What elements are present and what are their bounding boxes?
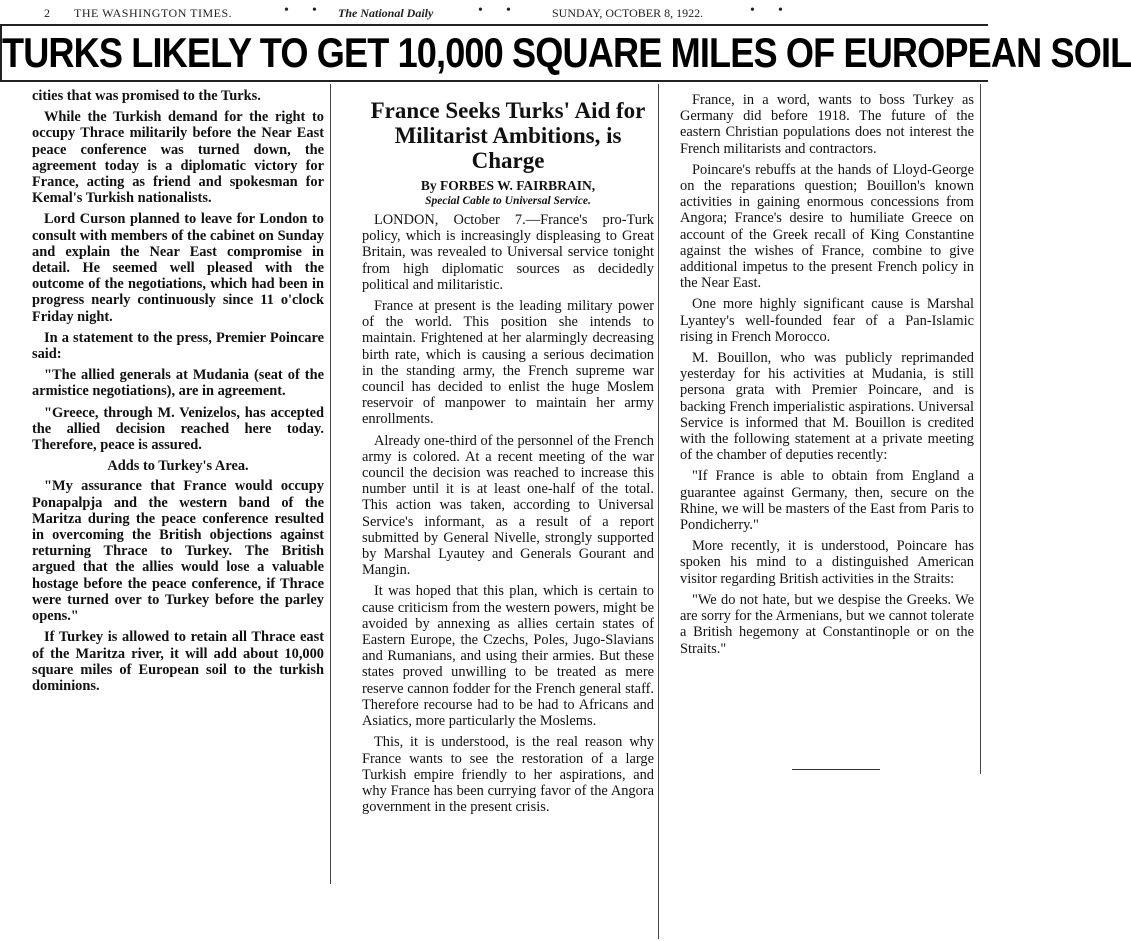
- article-paragraph: In a statement to the press, Premier Poincare said:: [32, 329, 324, 363]
- article-paragraph: This, it is understood, is the real reason why France wants to see the restoration of a large Turkish empire friendly to her aspirations, and why France has been currying favor of the Angora government in the present crisis.: [362, 734, 654, 816]
- column-divider: [658, 84, 659, 939]
- page-number: 2: [44, 6, 50, 20]
- article-paragraph: France, in a word, wants to boss Turkey as Germany did before 1918. The future of the eastern Christian populations does not interest the French militarists and contractors.: [680, 92, 974, 157]
- issue-date: SUNDAY, OCTOBER 8, 1922.: [552, 6, 704, 20]
- article-paragraph: "If France is able to obtain from England a guarantee against Germany, then, secure on the Rhine, we will be masters of the East from Paris to Pondicherry.": [680, 468, 974, 534]
- article-paragraph: Poincare's rebuffs at the hands of Lloyd-George on the reparations question; Bouillon's known activities in gaining enormous concessions from Angora; France's desire to humiliate Greece on account of the Greek recall of King Constantine against the wishes of France, combine to give additional impetus to the present French policy in the Near East.: [680, 161, 974, 292]
- separator-dot: •: [312, 3, 317, 18]
- article-paragraph: "My assurance that France would occupy Ponapalpja and the western band of the Maritza during the peace conference resulted in overcoming the British objections against returning Thrace to Turkey. The British argued that the allies would lose a valuable hostage before the peace conference, if Thrace were turned over to Turkey before the parley opens.": [32, 478, 324, 625]
- article-paragraph: More recently, it is understood, Poincare has spoken his mind to a distinguished American visitor regarding British activities in the Straits:: [680, 538, 974, 587]
- article-paragraph: France at present is the leading military power of the world. This position she intends to maintain. Frightened at her alarmingly decreasing birth rate, which is causing a serious decimation in the standing army, the French supreme war council has decided to enlist the huge Moslem reservoir of manpower to maintain her army enrollments.: [362, 298, 654, 428]
- article-paragraph: M. Bouillon, who was publicly reprimanded yesterday for his activities at Mudania, is still persona grata with Premier Poincare, and is backing French imperialistic aspirations. Universal Service is informed that M. Bouillon is credited with the following statement at a private meeting of the chamber of deputies recently:: [680, 350, 974, 464]
- article-paragraph: If Turkey is allowed to retain all Thrace east of the Maritza river, it will add about 10,000 square miles of European soil to the turkish dominions.: [32, 629, 324, 694]
- article-paragraph: "Greece, through M. Venizelos, has accepted the allied decision reached here today. Therefore, peace is assured.: [32, 404, 324, 454]
- article-paragraph: "The allied generals at Mudania (seat of the armistice negotiations), are in agreement.: [32, 367, 324, 400]
- masthead: [0, 0, 988, 22]
- article-paragraph: cities that was promised to the Turks.: [32, 88, 261, 104]
- column-1: [32, 88, 324, 699]
- author-name: By FORBES W. FAIRBRAIN,: [420, 178, 596, 193]
- separator-dot: •: [750, 3, 755, 18]
- article-headline: France Seeks Turks' Aid for Militarist Ambitions, is Charge: [370, 98, 646, 173]
- column-divider: [980, 84, 981, 774]
- separator-dot: •: [478, 3, 483, 18]
- column-divider: [330, 84, 331, 884]
- headline-rule: [0, 80, 988, 82]
- column-2: [362, 212, 654, 820]
- article-paragraph: LONDON, October 7.—France's pro-Turk policy, which is increasingly displeasing to Great Britain, was revealed to Universal service tonight from high diplomatic sources as decidedly political and militaristic.: [362, 212, 654, 293]
- wire-credit: Special Cable to Universal Service.: [425, 195, 591, 207]
- main-headline: TURKS LIKELY TO GET 10,000 SQUARE MILES OF EUROPEAN SOIL: [2, 29, 1131, 76]
- byline: [362, 178, 654, 208]
- paper-motto: The National Daily: [338, 6, 434, 20]
- article-paragraph: Lord Curson planned to leave for London to consult with members of the cabinet on Sunday and explain the Near East compromise in detail. He seemed well pleased with the outcome of the negotiations, which had been in progress nearly continuously since 11 o'clock Friday night.: [32, 211, 324, 325]
- article-paragraph: Already one-third of the personnel of the French army is colored. At a recent meeting of the war council the decision was reached to increase this number until it is at least one-half of the total. This action was taken, according to Universal Service's informant, as a result of a report submitted by General Nivelle, strongly supported by Marshal Lyautey and Generals Gourant and Mangin.: [362, 432, 654, 579]
- article-end-rule: [792, 769, 880, 770]
- article-paragraph: It was hoped that this plan, which is certain to cause criticism from the western powers, might be avoided by annexing as allies certain states of Eastern Europe, the Czechs, Poles, Jugo-Slavians and Rumanians, and using their armies. But these states proved unwilling to be treated as mere reserve cannon fodder for the French general staff. Therefore recourse had to be had to Africans and Asiatics, more particularly the Moslems.: [362, 583, 654, 730]
- article-paragraph: While the Turkish demand for the right to occupy Thrace militarily before the Near East peace conference was turned down, the agreement today is a diplomatic victory for France, acting as friend and spokesman for Kemal's Turkish nationalists.: [32, 109, 324, 207]
- paper-title: THE WASHINGTON TIMES.: [74, 6, 233, 20]
- article-paragraph: "We do not hate, but we despise the Greeks. We are sorry for the Armenians, but we cannot tolerate a British hegemony at Constantinople or on the Straits.": [680, 591, 974, 657]
- separator-dot: •: [284, 3, 289, 18]
- separator-dot: •: [506, 3, 511, 18]
- article-paragraph: One more highly significant cause is Marshal Lyantey's well-founded fear of a Pan-Islamic rising in French Morocco.: [680, 296, 974, 345]
- subheading: Adds to Turkey's Area.: [107, 458, 249, 475]
- separator-dot: •: [778, 3, 783, 18]
- column-3: [680, 92, 974, 662]
- masthead-rule: [0, 24, 988, 26]
